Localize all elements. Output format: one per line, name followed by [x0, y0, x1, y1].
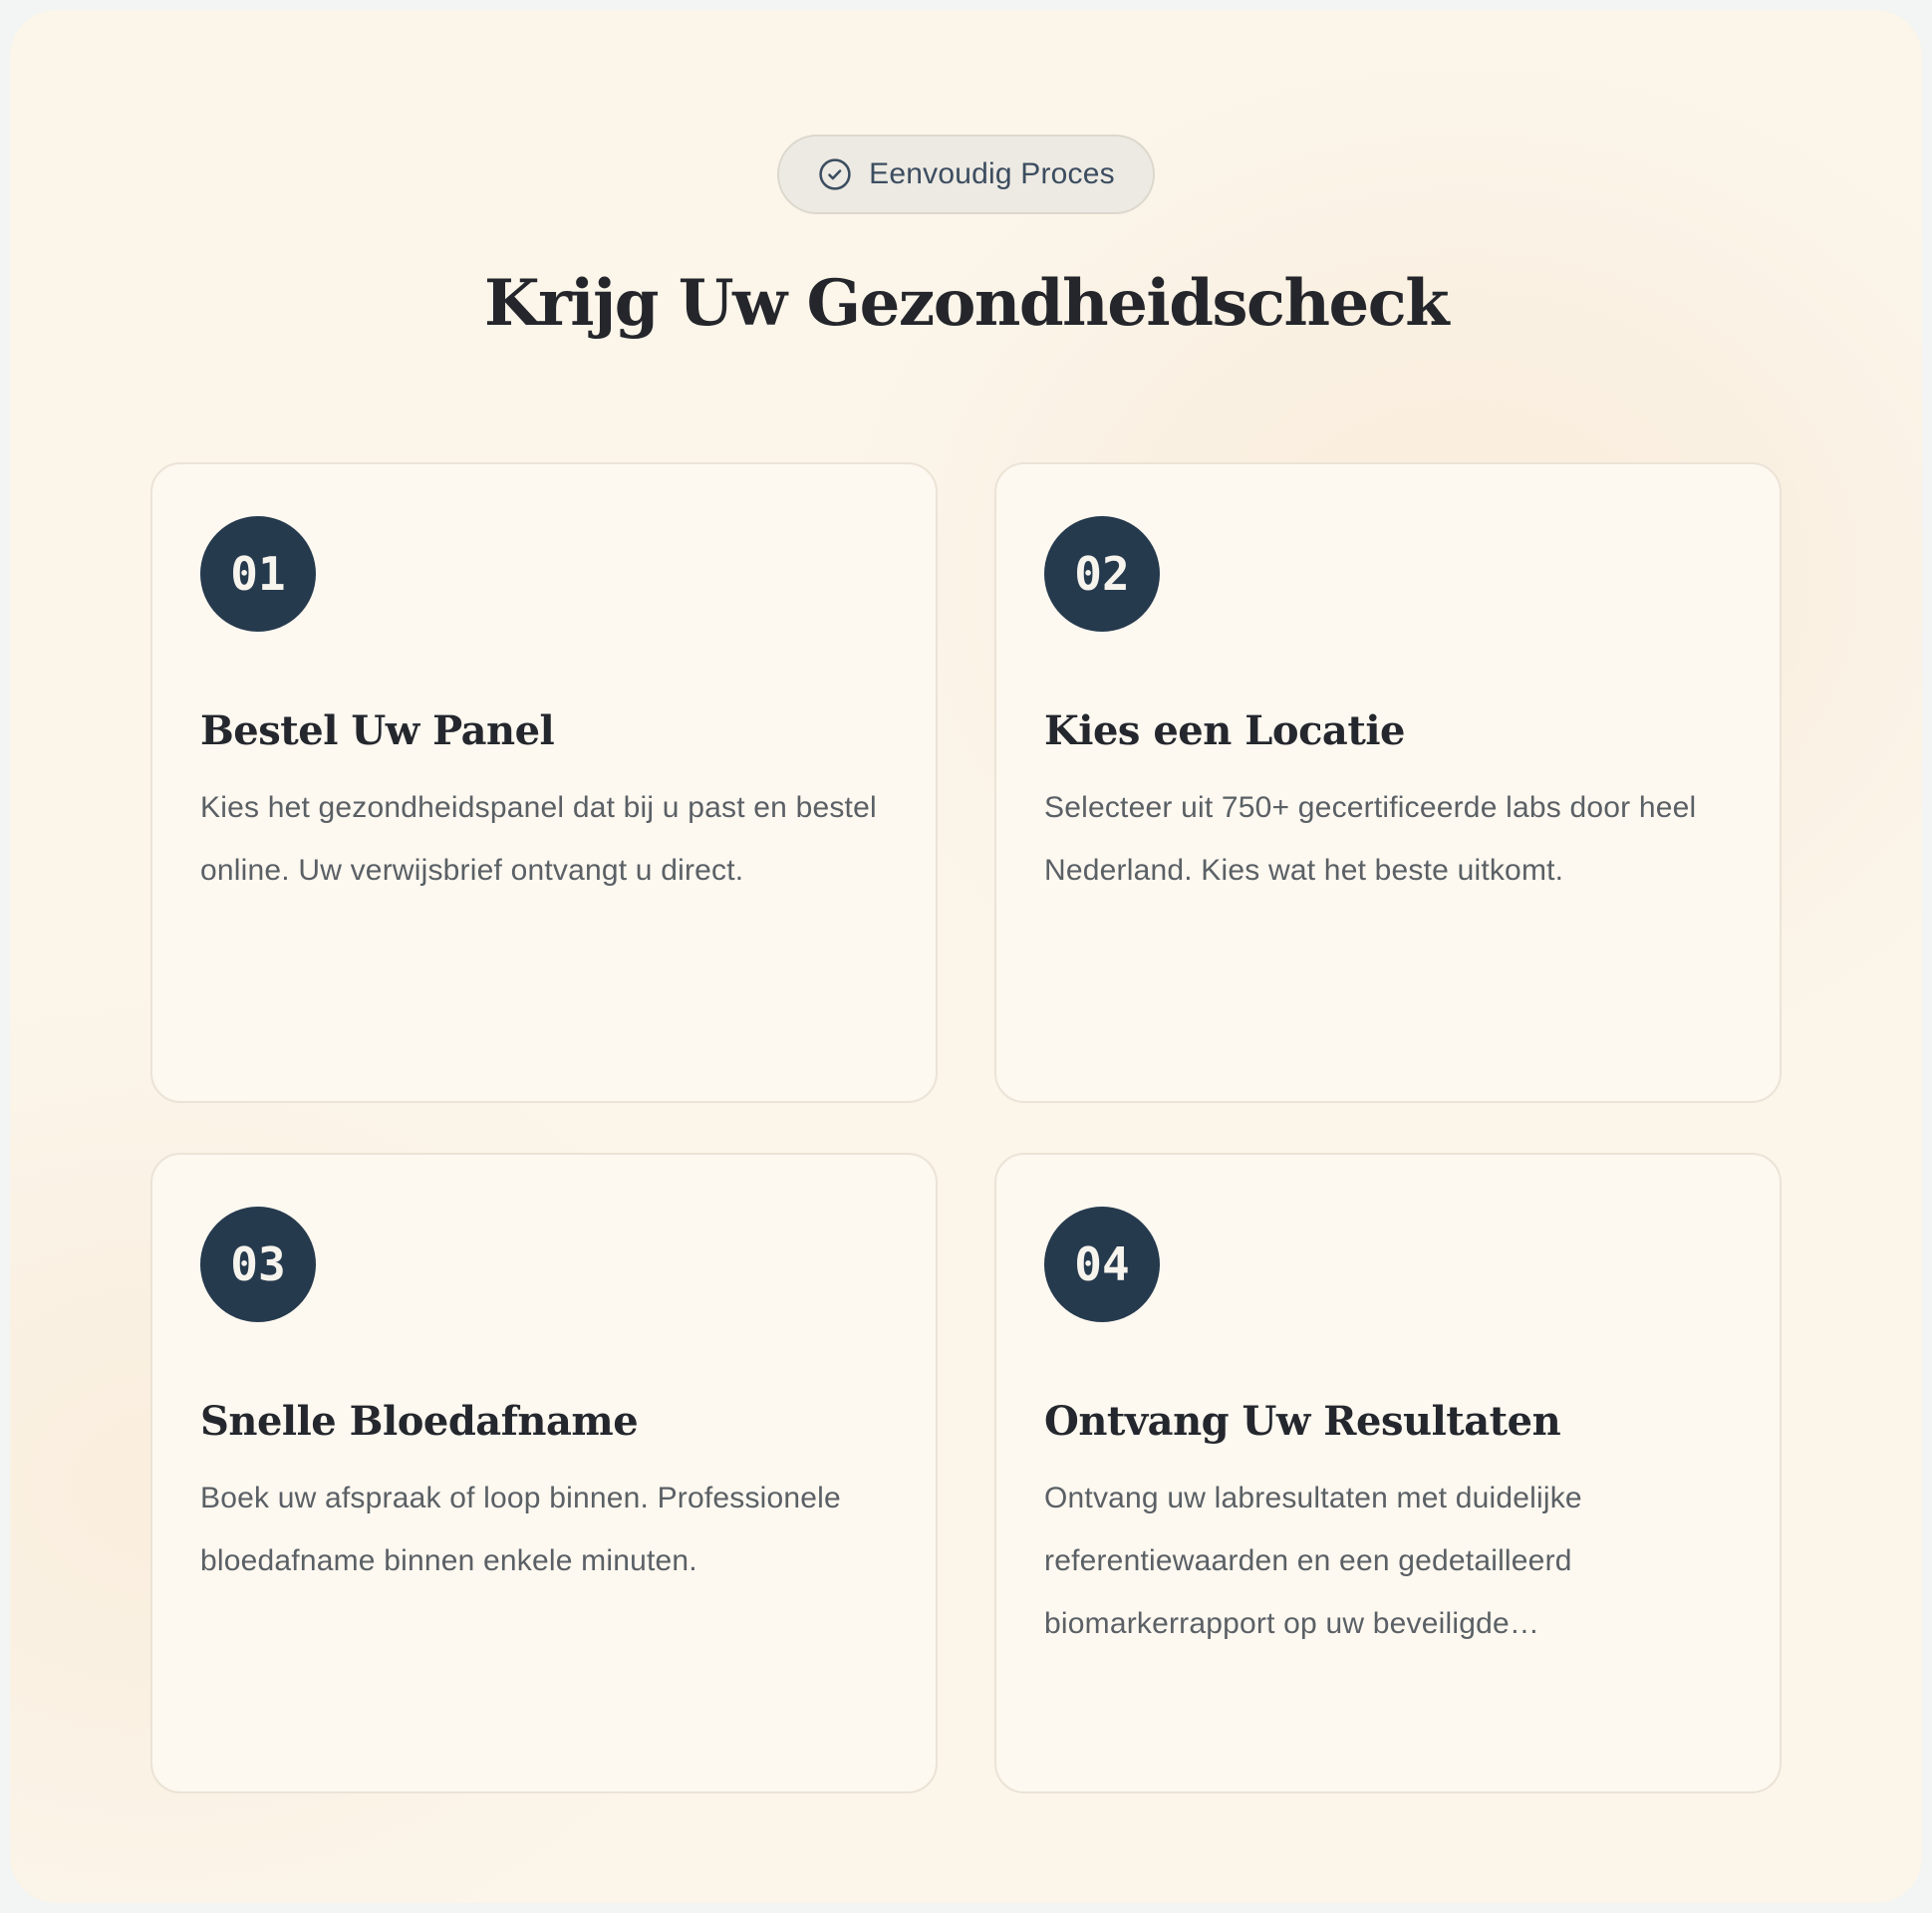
circle-check-icon [817, 156, 853, 192]
step-number-badge: 03 [200, 1207, 316, 1322]
step-number-badge: 04 [1044, 1207, 1160, 1322]
section-badge-label: Eenvoudig Proces [869, 157, 1115, 190]
section-badge [777, 135, 1155, 214]
step-description: Ontvang uw labresultaten met duidelijke referentiewaarden en een gedetailleerd biomarkerrapport op uw beveiligde… [1044, 1482, 1582, 1640]
step-title: Kies een Locatie [1044, 707, 1405, 754]
step-card-1 [150, 462, 938, 1103]
step-title: Bestel Uw Panel [200, 707, 555, 754]
step-card-3 [150, 1153, 938, 1793]
step-card-4 [994, 1153, 1782, 1793]
section-title: Krijg Uw Gezondheidscheck [483, 266, 1449, 341]
step-title: Ontvang Uw Resultaten [1044, 1398, 1561, 1445]
step-number-badge: 01 [200, 516, 316, 632]
step-description: Kies het gezondheidspanel dat bij u past en bestel online. Uw verwijsbrief ontvangt u direct. [200, 791, 877, 887]
steps-grid [150, 462, 1782, 1793]
step-description: Selecteer uit 750+ gecertificeerde labs door heel Nederland. Kies wat het beste uitkomt. [1044, 791, 1697, 887]
step-description: Boek uw afspraak of loop binnen. Professionele bloedafname binnen enkele minuten. [200, 1482, 841, 1577]
process-section [10, 10, 1922, 1903]
step-title: Snelle Bloedafname [200, 1398, 639, 1445]
step-card-2 [994, 462, 1782, 1103]
step-number-badge: 02 [1044, 516, 1160, 632]
